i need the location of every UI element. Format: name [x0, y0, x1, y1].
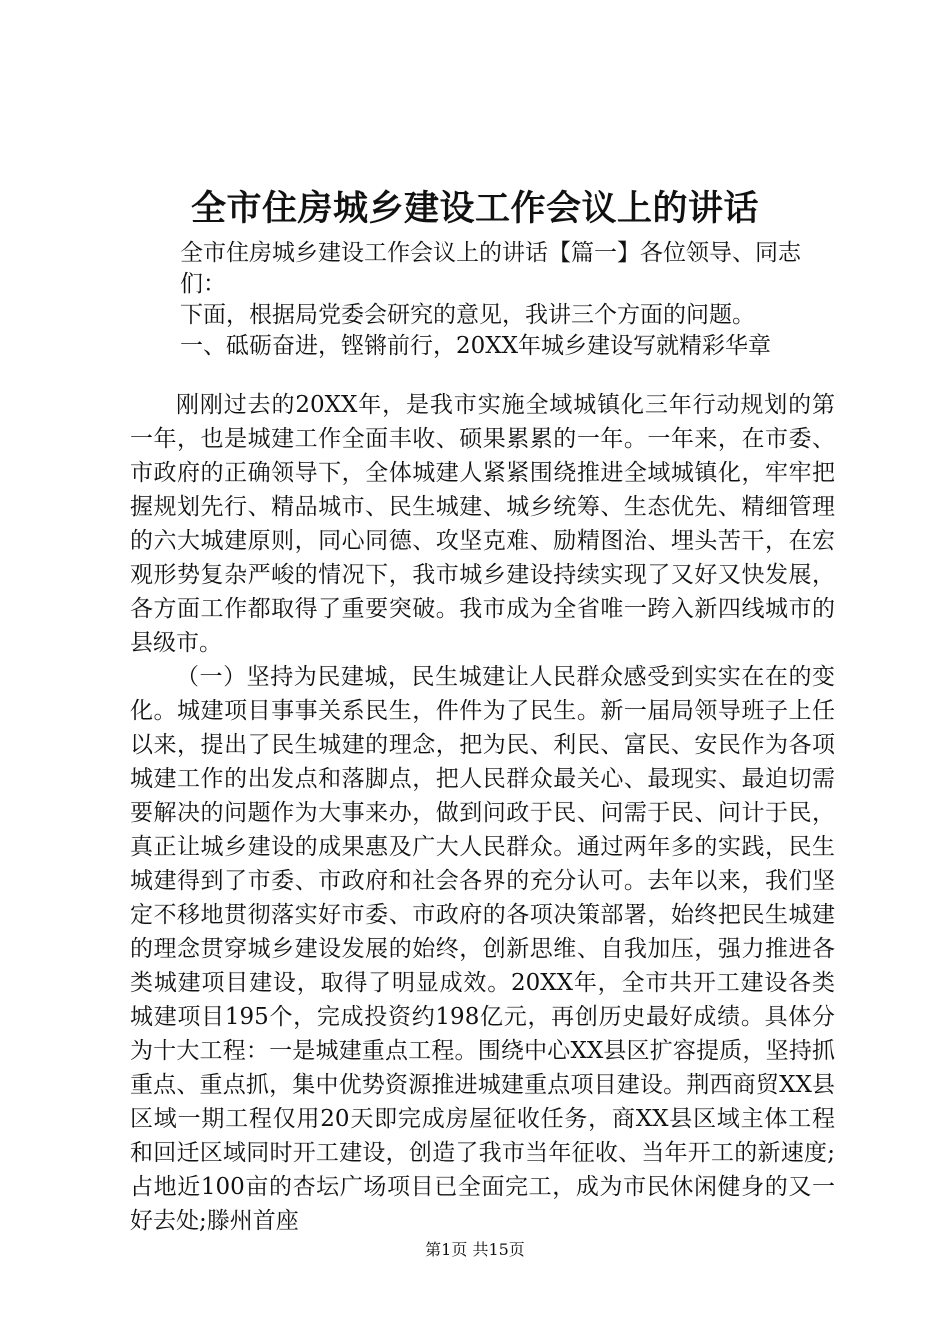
section-heading: 一、砥砺奋进，铿锵前行，20XX年城乡建设写就精彩华章 [180, 333, 772, 359]
body-text [130, 388, 835, 1238]
page-footer: 第1页 共15页 [425, 1240, 525, 1259]
paragraph: 刚刚过去的20XX年，是我市实施全域城镇化三年行动规划的第一年，也是城建工作全面丰收、硕果累累的一年。一年来，在市委、市政府的正确领导下，全体城建人紧紧围绕推进全域城镇化，牢牢把握规划先行、精品城市、民生城建、城乡统筹、生态优先、精细管理的六大城建原则，同心同德、攻坚克难、励精图治、埋头苦干，在宏观形势复杂严峻的情况下，我市城乡建设持续实现了又好又快发展，各方面工作都取得了重要突破。我市成为全省唯一跨入新四线城市的县级市。 [130, 392, 835, 656]
intro-line: 全市住房城乡建设工作会议上的讲话【篇一】各位领导、同志们： [180, 240, 801, 297]
paragraph: （一）坚持为民建城，民生城建让人民群众感受到实实在在的变化。城建项目事事关系民生，件件为了民生。新一届局领导班子上任以来，提出了民生城建的理念，把为民、利民、富民、安民作为各项城建工作的出发点和落脚点，把人民群众最关心、最现实、最迫切需要解决的问题作为大事来办，做到问政于民、问需于民、问计于民，真正让城乡建设的成果惠及广大人民群众。通过两年多的实践，民生城建得到了市委、市政府和社会各界的充分认可。去年以来，我们坚定不移地贯彻落实好市委、市政府的各项决策部署，始终把民生城建的理念贯穿城乡建设发展的始终，创新思维、自我加压，强力推进各类城建项目建设，取得了明显成效。20XX年，全市共开工建设各类城建项目195个，完成投资约198亿元，再创历史最好成绩。具体分为十大工程：一是城建重点工程。围绕中心XX县区扩容提质，坚持抓重点、重点抓，集中优势资源推进城建重点项目建设。荆西商贸XX县区域一期工程仅用20天即完成房屋征收任务，商XX县区域主体工程和回迁区域同时开工建设，创造了我市当年征收、当年开工的新速度;占地近100亩的杏坛广场项目已全面完工，成为市民休闲健身的又一好去处;滕州首座 [130, 664, 835, 1234]
intro-block [180, 238, 840, 362]
document-title: 全市住房城乡建设工作会议上的讲话 [190, 188, 759, 229]
intro-line: 下面，根据局党委会研究的意见，我讲三个方面的问题。 [180, 302, 755, 328]
